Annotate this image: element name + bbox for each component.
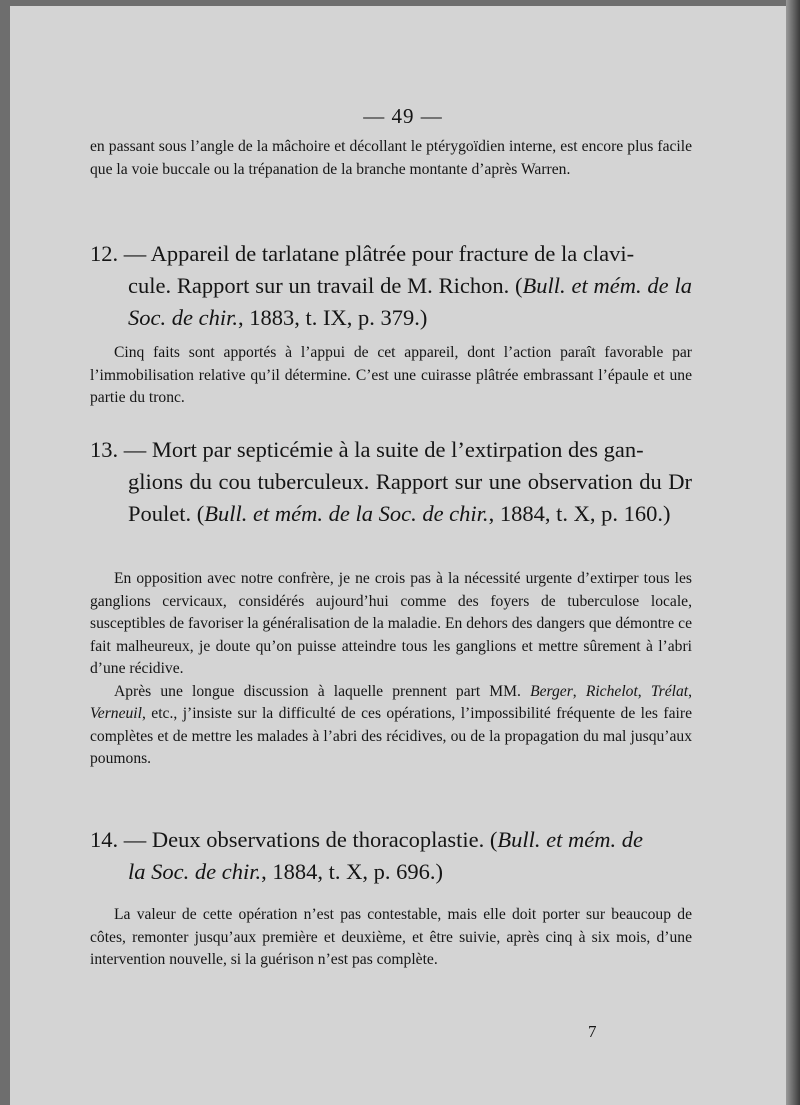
entry-12 <box>90 238 692 334</box>
entry-14-paragraph: La valeur de cette opération n’est pas contestable, mais elle doit porter sur beaucoup de côtes, remonter jusqu’aux première et deuxième, et être suivie, après cinq à six mois, d’une intervention nouvelle, si la guérison n’est pas complète. <box>90 906 692 968</box>
entry-14-heading <box>90 824 692 888</box>
entry-13-number: 13. <box>90 437 119 462</box>
entry-12-title-rest: cule. Rapport sur un travail de M. Richon. ( <box>128 273 523 298</box>
entry-14-number: 14. <box>90 827 119 852</box>
entry-12-number: 12. <box>90 241 119 266</box>
entry-12-heading <box>90 238 692 334</box>
entry-14-title-line1: — Deux observations de thoracoplastie. ( <box>123 827 498 852</box>
entry-13-paragraph-2: Après une longue discussion à laquelle prennent part MM. Berger, Richelot, Trélat, Verneuil, etc., j’insiste sur la difficulté de ces opérations, l’impossibilité fréquente de les faire complètes et de mettre les malades à l’abri des récidives, ou de la propagation du mal jusqu’aux poumons. <box>90 682 692 767</box>
entry-13-title-rest: glions du cou tuberculeux. Rapport sur une observation du Dr Poulet. ( <box>128 469 692 526</box>
entry-14-reference-journal-a: Bull. et mém. de <box>497 827 643 852</box>
entry-13-paragraph-1: En opposition avec notre confrère, je ne crois pas à la nécessité urgente d’extirper tous les ganglions cervicaux, considérés aujourd’hui comme des foyers de tuberculose locale, susceptibles de favoriser la généralisation de la maladie. En dehors des dangers que démontre ce fait malheureux, je doute qu’on puisse atteindre tous les ganglions et mettre sûrement à l’abri d’une récidive. <box>90 570 692 677</box>
document-page <box>10 6 796 1105</box>
entry-13-para2-start: Après une longue discussion à laquelle prennent part MM. <box>114 682 521 700</box>
intro-paragraph: en passant sous l’angle de la mâchoire et décollant le ptérygoïdien interne, est encore plus facile que la voie buccale ou la trépanation de la branche montante d’après Warren. <box>90 138 692 178</box>
entry-13-name-4: Verneuil <box>90 705 142 722</box>
entry-13-para2-end: , etc., j’insiste sur la difficulté de ces opérations, l’impossibilité fréquente de les faire complètes et de mettre les malades à l’abri des récidives, ou de la propagation du mal jusqu’aux poumons. <box>90 705 692 767</box>
entry-14-reference-details: , 1884, t. X, p. 696.) <box>261 859 443 884</box>
entry-13-name-1: Berger <box>530 682 573 700</box>
entry-13-title-line1: — Mort par septicémie à la suite de l’extirpation des gan- <box>123 437 644 462</box>
entry-13-body <box>90 568 692 771</box>
entry-13-heading <box>90 434 692 530</box>
entry-12-paragraph: Cinq faits sont apportés à l’appui de cet appareil, dont l’action paraît favorable par l’immobilisation relative qu’il détermine. C’est une cuirasse plâtrée embrassant l’épaule et une partie du tronc. <box>90 344 692 406</box>
entry-12-title-line1: — Appareil de tarlatane plâtrée pour fracture de la clavi- <box>123 241 635 266</box>
intro-block <box>90 136 692 181</box>
entry-14-reference-journal-b: la Soc. de chir. <box>128 859 262 884</box>
entry-12-reference-details: , 1883, t. IX, p. 379.) <box>237 305 428 330</box>
entry-13-name-3: Trélat <box>650 682 689 700</box>
entry-12-body <box>90 342 692 410</box>
entry-14-body <box>90 904 692 972</box>
entry-13-reference-details: , 1884, t. X, p. 160.) <box>488 501 671 526</box>
entry-13-name-2: Richelot <box>585 682 638 700</box>
entry-13 <box>90 434 692 530</box>
page-number-bottom: 7 <box>588 1022 597 1041</box>
page-edge-shadow <box>786 0 800 1105</box>
entry-14 <box>90 824 692 888</box>
entry-12-reference-journal: Bull. et mém. de la Soc. de chir. <box>128 273 692 330</box>
entry-13-reference-journal: Bull. et mém. de la Soc. de chir. <box>204 501 489 526</box>
page-number-top: — 49 — <box>363 104 443 128</box>
